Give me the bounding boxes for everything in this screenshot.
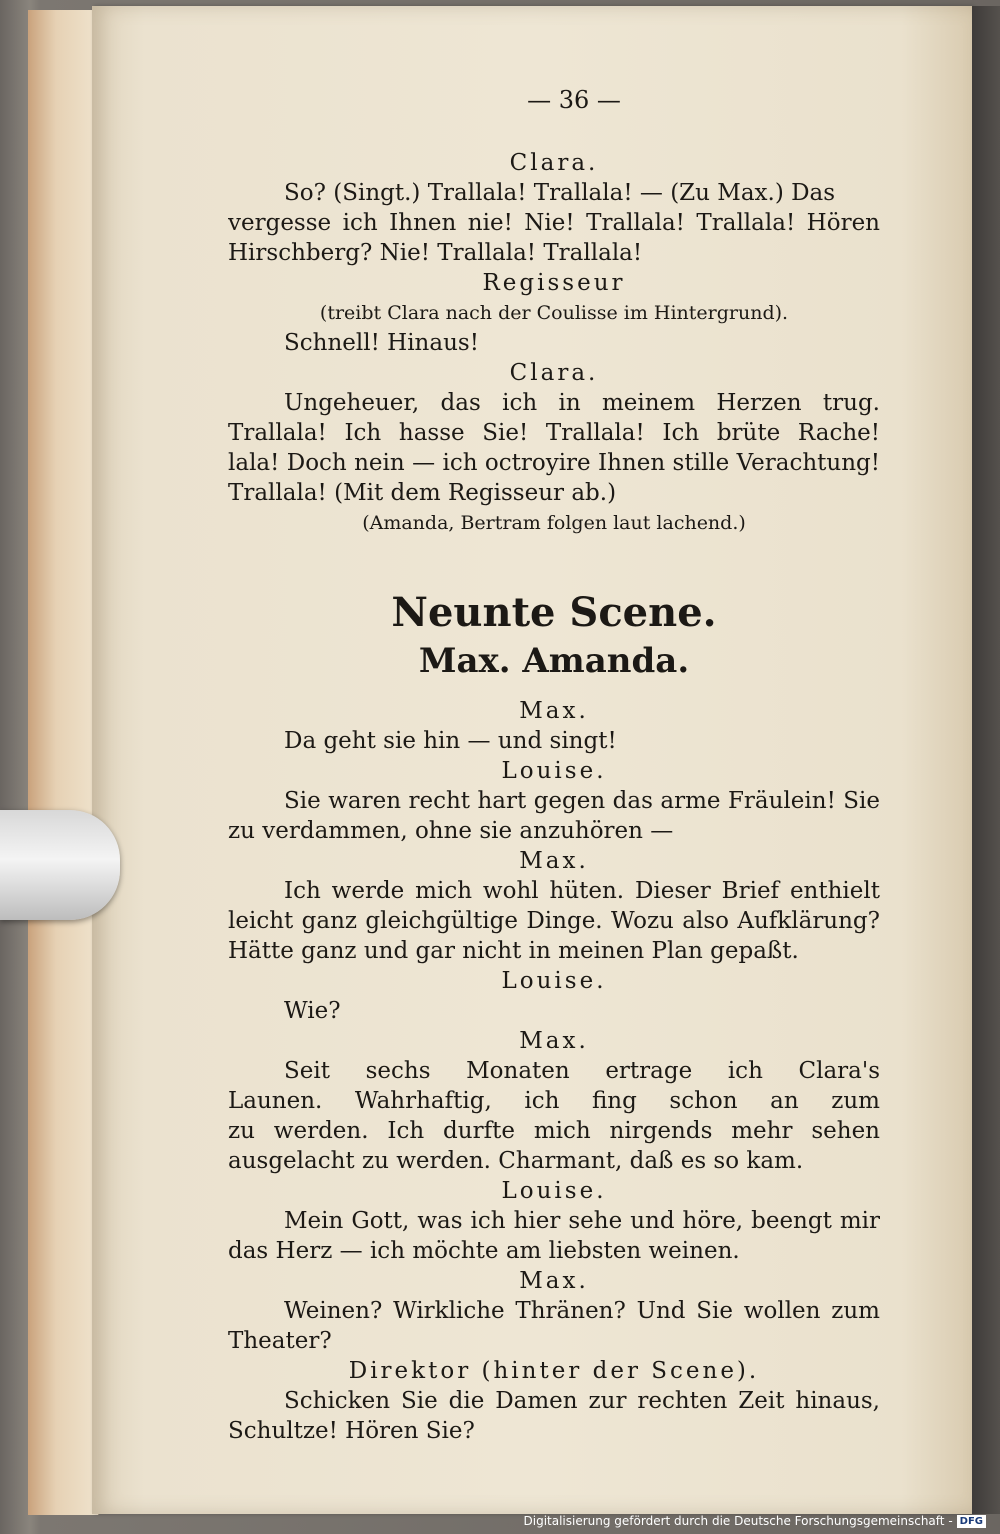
page-number: — 36 —: [527, 86, 621, 114]
dfg-logo: DFG: [957, 1515, 986, 1528]
text-line: Seit sechs Monaten ertrage ich Clara's: [284, 1058, 880, 1084]
speaker-name: Clara.: [509, 150, 599, 176]
text-line: zu werden. Ich durfte mich nirgends mehr sehen: [228, 1118, 880, 1144]
speaker-name: Direktor (hinter der Scene).: [348, 1358, 760, 1384]
speaker-name: Louise.: [501, 968, 607, 994]
stage-direction: (treibt Clara nach der Coulisse im Hintergrund).: [319, 302, 789, 324]
speaker-name: Louise.: [501, 758, 607, 784]
text-line: Wie?: [284, 998, 341, 1024]
scan-shadow: [972, 6, 1000, 1514]
scene-title: Neunte Scene.: [391, 589, 717, 636]
text-line: Hätte ganz und gar nicht in meinen Plan gepaßt.: [228, 938, 799, 964]
book-page-edges: [28, 10, 99, 1515]
text-line: Launen. Wahrhaftig, ich fing schon an zum: [228, 1088, 880, 1114]
digitization-footer: [524, 1514, 987, 1528]
text-line: Theater?: [228, 1328, 332, 1354]
text-line: Ich werde mich wohl hüten. Dieser Brief enthielt: [284, 878, 880, 904]
speaker-name: Max.: [519, 1028, 589, 1054]
dialogue-block-1: [228, 148, 880, 538]
text-line: Trallala! (Mit dem Regisseur ab.): [228, 480, 617, 506]
speaker-name: Louise.: [501, 1178, 607, 1204]
text-line: Da geht sie hin — und singt!: [284, 728, 617, 754]
speaker-name: Max.: [519, 848, 589, 874]
speaker-name: Clara.: [509, 360, 599, 386]
speaker-name: Max.: [519, 1268, 589, 1294]
page-clip: [0, 810, 120, 920]
text-line: So? (Singt.) Trallala! Trallala! — (Zu Max.) Das: [284, 180, 836, 206]
text-line: lala! Doch nein — ich octroyire Ihnen stille Verachtung!: [228, 450, 880, 476]
text-line: Weinen? Wirkliche Thränen? Und Sie wollen zum: [284, 1298, 880, 1324]
text-line: Schnell! Hinaus!: [284, 330, 479, 356]
text-line: das Herz — ich möchte am liebsten weinen.: [228, 1238, 740, 1264]
text-line: Schicken Sie die Damen zur rechten Zeit hinaus,: [284, 1388, 880, 1414]
dialogue-block-2: [228, 696, 880, 1446]
cast-list: Max. Amanda.: [418, 641, 690, 681]
text-line: Trallala! Ich hasse Sie! Trallala! Ich brüte Rache!: [228, 420, 880, 446]
text-line: leicht ganz gleichgültige Dinge. Wozu also Aufklärung?: [228, 908, 880, 934]
text-line: Schultze! Hören Sie?: [228, 1418, 475, 1444]
page-text: [228, 80, 880, 1446]
text-line: zu verdammen, ohne sie anzuhören —: [228, 818, 674, 844]
text-line: Mein Gott, was ich hier sehe und höre, beengt mir: [284, 1208, 880, 1234]
footer-text: Digitalisierung gefördert durch die Deutsche Forschungsgemeinschaft -: [523, 1514, 953, 1528]
text-line: Hirschberg? Nie! Trallala! Trallala!: [228, 240, 643, 266]
speaker-name: Max.: [519, 698, 589, 724]
text-line: Sie waren recht hart gegen das arme Fräulein! Sie: [284, 788, 880, 814]
text-line: ausgelacht zu werden. Charmant, daß es so kam.: [228, 1148, 804, 1174]
speaker-name: Regisseur: [482, 270, 626, 296]
text-line: Ungeheuer, das ich in meinem Herzen trug.: [284, 390, 880, 416]
text-line: vergesse ich Ihnen nie! Nie! Trallala! Trallala! Hören: [228, 210, 880, 236]
stage-direction: (Amanda, Bertram folgen laut lachend.): [362, 512, 746, 534]
